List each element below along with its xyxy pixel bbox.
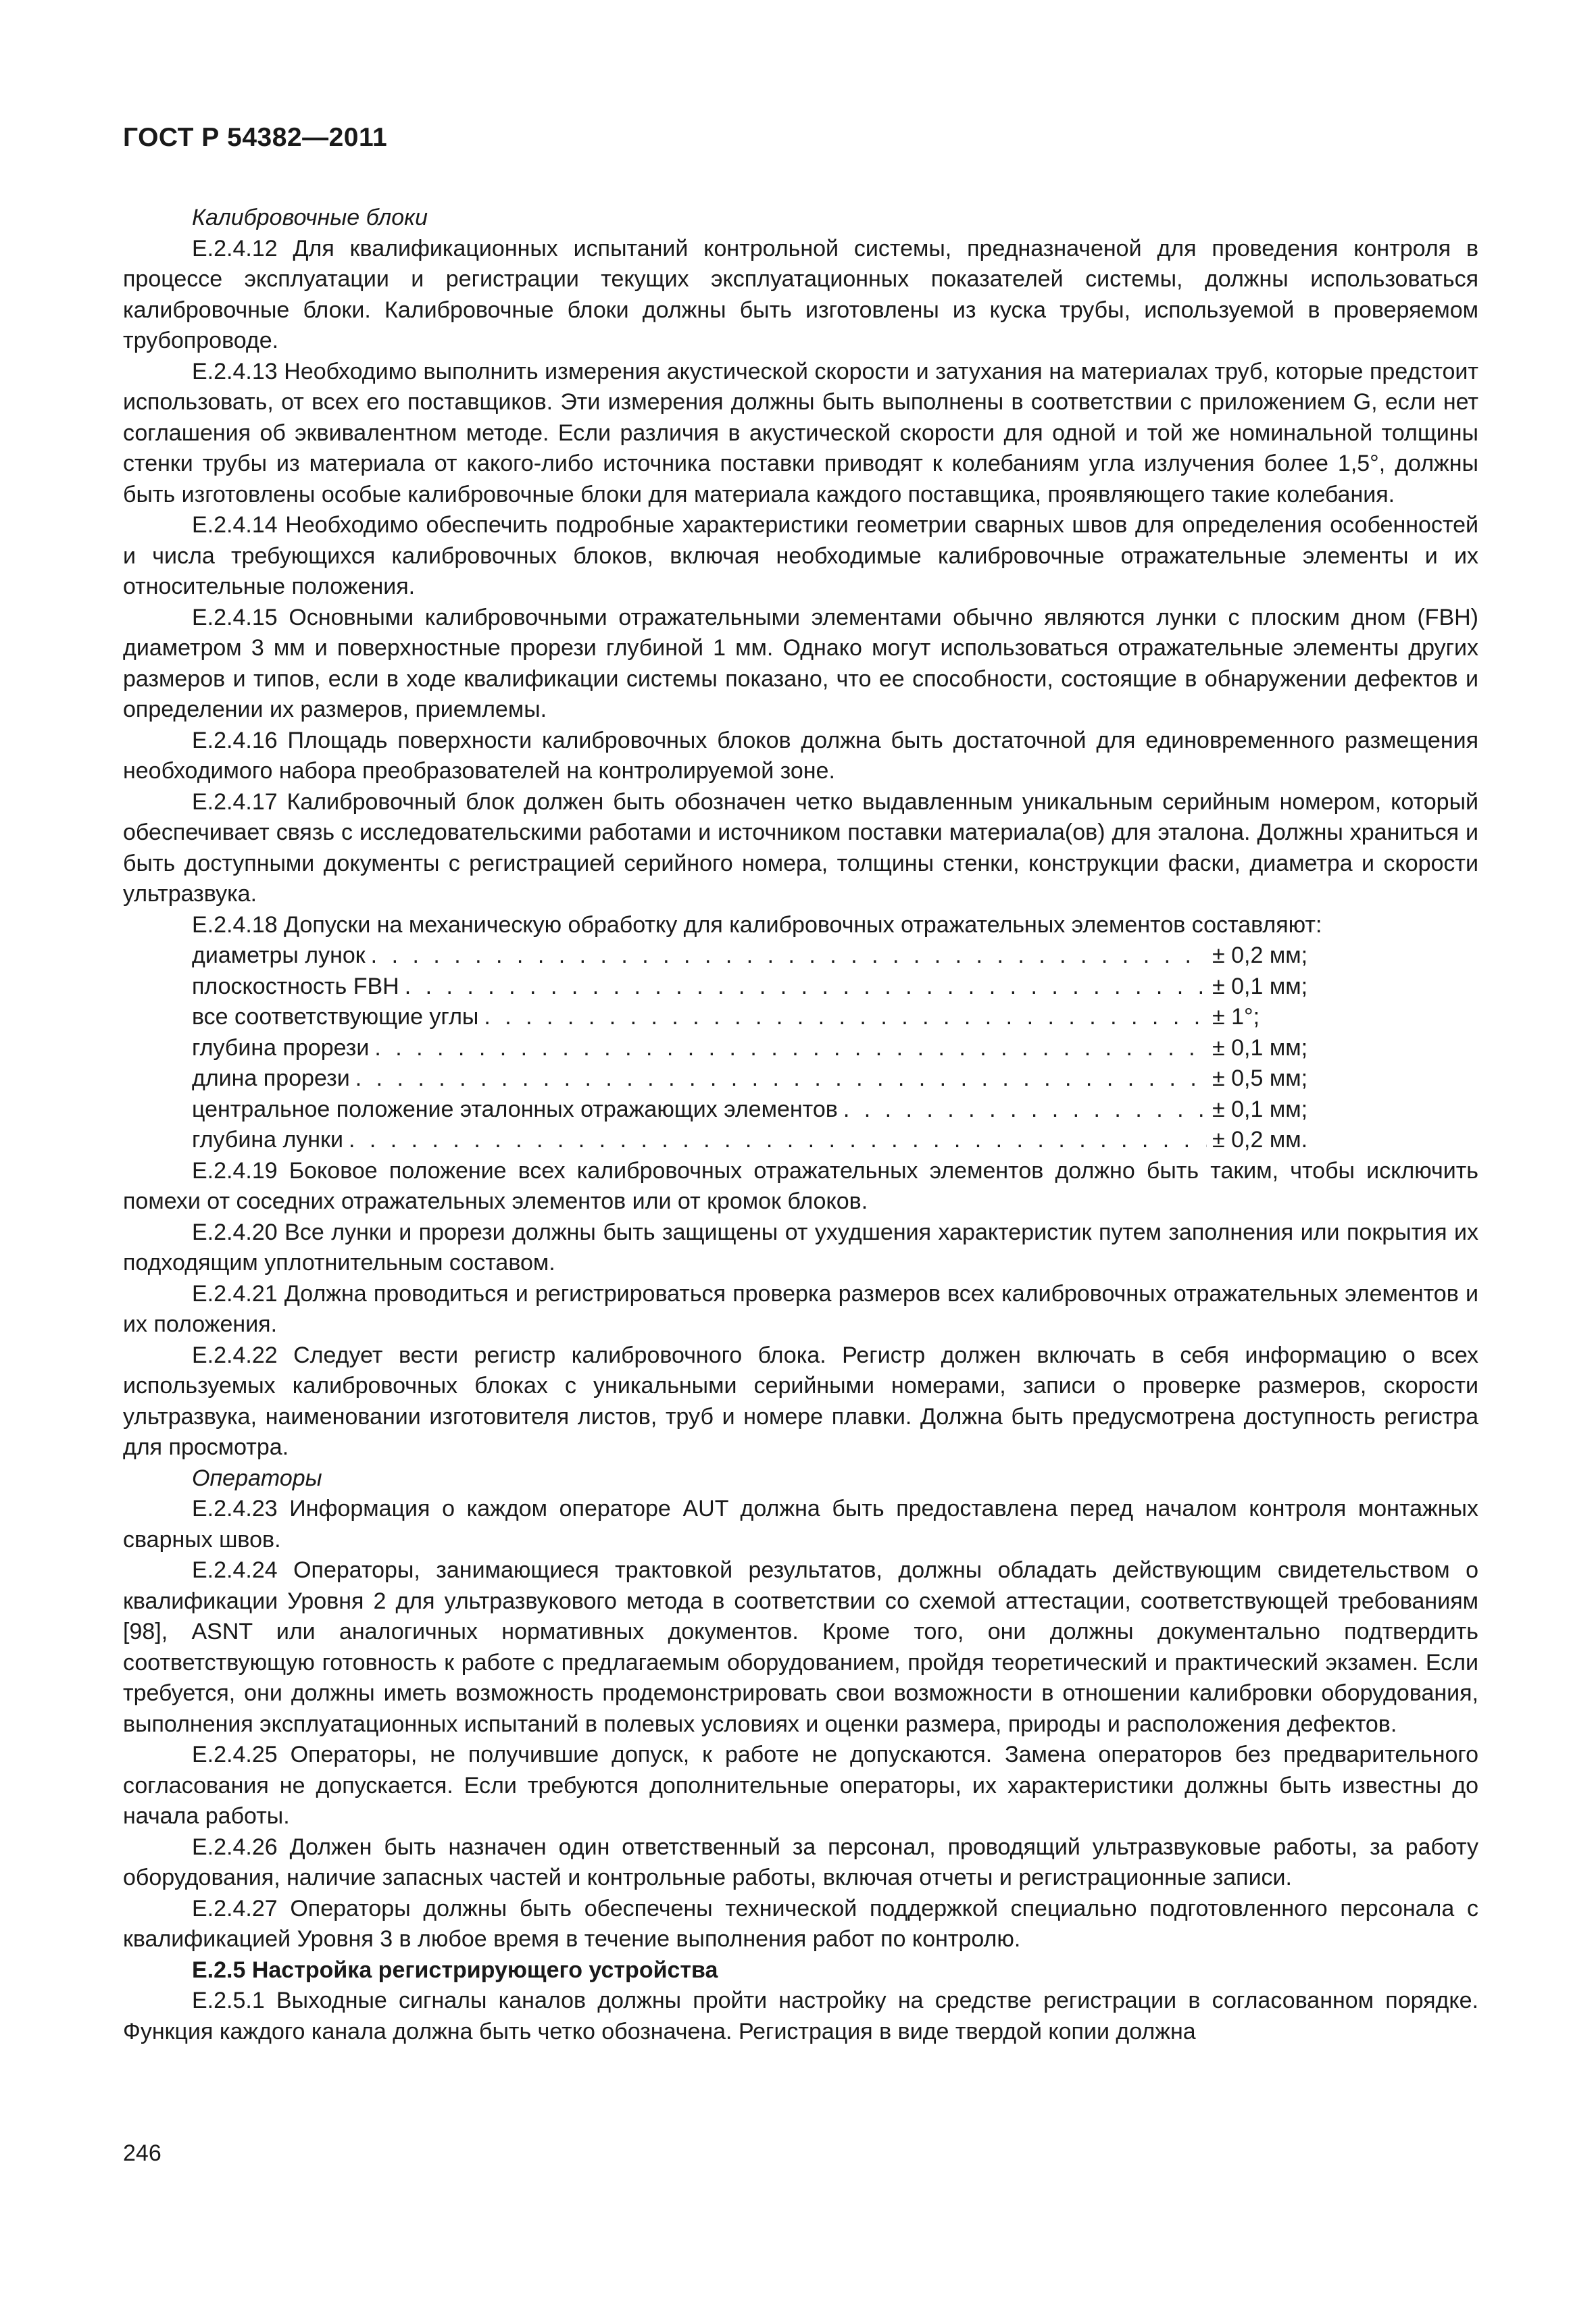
paragraph: E.2.4.26 Должен быть назначен один ответственный за персонал, проводящий ультразвуковые работы, за работу оборудования, наличие запасных частей и контрольные работы, включая отчеты и регистрационные записи. <box>123 1834 1478 1890</box>
document-body <box>123 203 1478 2047</box>
tolerance-name: центральное положение эталонных отражающих элементов <box>192 1096 838 1122</box>
tolerance-list <box>123 940 1478 1156</box>
paragraph: E.2.4.13 Необходимо выполнить измерения акустической скорости и затухания на материалах труб, которые предстоит использовать, от всех его поставщиков. Эти измерения должны быть выполнены в соответствии с приложением G, если нет соглашения об эквивалентном методе. Если различия в акустической скорости для одной и той же номинальной толщины стенки трубы из материала от какого-либо источника поставки приводят к колебаниям угла излучения более 1,5°, должны быть изготовлены особые калибровочные блоки для материала каждого поставщика, проявляющего такие колебания. <box>123 358 1478 507</box>
dot-leader <box>843 1095 1207 1126</box>
tolerance-row <box>123 1095 1341 1126</box>
tolerance-value: ± 0,2 мм; <box>1212 942 1308 968</box>
tolerance-name: глубина лунки <box>192 1127 343 1153</box>
paragraph: E.2.4.25 Операторы, не получившие допуск, к работе не допускаются. Замена операторов без предварительного согласования не допускается. Если требуются дополнительные операторы, их характеристики должны быть известны до начала работы. <box>123 1742 1478 1829</box>
tolerance-row <box>123 1063 1341 1095</box>
tolerance-row <box>123 1002 1341 1033</box>
paragraph: E.2.4.22 Следует вести регистр калибровочного блока. Регистр должен включать в себя информацию о всех используемых калибровочных блоках с уникальными серийными номерами, записи о проверке размеров, скорости ультразвука, наименовании изготовителя листов, труб и номере плавки. Должна быть предусмотрена доступность регистра для просмотра. <box>123 1342 1478 1460</box>
tolerance-value: ± 0,5 мм; <box>1212 1065 1308 1091</box>
paragraph: E.2.4.12 Для квалификационных испытаний контрольной системы, предназначеной для проведения контроля в процессе эксплуатации и регистрации текущих эксплуатационных показателей системы, должны использоваться калибровочные блоки. Калибровочные блоки должны быть изготовлены из куска трубы, используемой в проверяемом трубопроводе. <box>123 235 1478 353</box>
document-header: ГОСТ Р 54382—2011 <box>123 123 388 152</box>
subsection-heading: Операторы <box>192 1465 322 1491</box>
tolerance-value: ± 0,1 мм; <box>1212 1034 1308 1061</box>
tolerance-row <box>123 940 1341 972</box>
paragraph: E.2.4.23 Информация о каждом операторе AUT должна быть предоставлена перед началом контроля монтажных сварных швов. <box>123 1496 1478 1553</box>
paragraph: E.2.4.27 Операторы должны быть обеспечены технической поддержкой специально подготовленного персонала с квалификацией Уровня 3 в любое время в течение выполнения работ по контролю. <box>123 1895 1478 1952</box>
dot-leader <box>374 1033 1207 1064</box>
dot-leader <box>484 1002 1207 1033</box>
tolerance-name: все соответствующие углы <box>192 1004 479 1030</box>
tolerance-value: ± 0,1 мм; <box>1212 1096 1308 1122</box>
paragraph: E.2.4.16 Площадь поверхности калибровочных блоков должна быть достаточной для единовременного размещения необходимого набора преобразователей на контролируемой зоне. <box>123 727 1478 784</box>
tolerance-value: ± 1°; <box>1212 1004 1260 1030</box>
tolerance-row <box>123 972 1341 1003</box>
tolerance-name: длина прорези <box>192 1065 350 1091</box>
tolerance-value: ± 0,1 мм; <box>1212 973 1308 999</box>
section-heading: E.2.5 Настройка регистрирующего устройства <box>192 1957 718 1983</box>
tolerance-name: глубина прорези <box>192 1034 370 1061</box>
paragraph: E.2.4.24 Операторы, занимающиеся трактовкой результатов, должны обладать действующим свидетельством о квалификации Уровня 2 для ультразвукового метода в соответствии со схемой аттестации, соответствующей требованиям [98], ASNT или аналогичных нормативных документов. Кроме того, они должны документально подтвердить соответствующую готовность к работе с предлагаемым оборудованием, пройдя теоретический и практический экзамен. Если требуется, они должны иметь возможность продемонстрировать свои возможности в отношении калибровки оборудования, выполнения эксплуатационных испытаний в полевых условиях и оценки размера, природы и расположения дефектов. <box>123 1557 1478 1737</box>
page-number: 246 <box>123 2140 161 2166</box>
tolerance-name: диаметры лунок <box>192 942 366 968</box>
tolerance-value: ± 0,2 мм. <box>1212 1127 1308 1153</box>
dot-leader <box>405 972 1207 1003</box>
paragraph: E.2.4.17 Калибровочный блок должен быть обозначен четко выдавленным уникальным серийным номером, который обеспечивает связь с исследовательскими работами и источником поставки материала(ов) для эталона. Должны храниться и быть доступными документы с регистрацией серийного номера, толщины стенки, конструкции фаски, диаметра и скорости ультразвука. <box>123 788 1478 907</box>
paragraph: E.2.4.18 Допуски на механическую обработку для калибровочных отражательных элементов составляют: <box>192 911 1322 938</box>
tolerance-row <box>123 1033 1341 1064</box>
paragraph: E.2.4.21 Должна проводиться и регистрироваться проверка размеров всех калибровочных отражательных элементов и их положения. <box>123 1280 1478 1337</box>
subsection-heading: Калибровочные блоки <box>192 205 428 230</box>
paragraph: E.2.5.1 Выходные сигналы каналов должны пройти настройку на средстве регистрации в согласованном порядке. Функция каждого канала должна быть четко обозначена. Регистрация в виде твердой копии должна <box>123 1988 1478 2044</box>
dot-leader <box>349 1125 1207 1156</box>
paragraph: E.2.4.15 Основными калибровочными отражательными элементами обычно являются лунки с плоским дном (FBH) диаметром 3 мм и поверхностные прорези глубиной 1 мм. Однако могут использоваться отражательные элементы других размеров и типов, если в ходе квалификации системы показано, что ее способности, состоящие в обнаружении дефектов и определении их размеров, приемлемы. <box>123 604 1478 722</box>
dot-leader <box>371 940 1207 972</box>
tolerance-name: плоскостность FBH <box>192 973 399 999</box>
tolerance-row <box>123 1125 1341 1156</box>
dot-leader <box>355 1063 1207 1095</box>
paragraph: E.2.4.20 Все лунки и прорези должны быть защищены от ухудшения характеристик путем заполнения или покрытия их подходящим уплотнительным составом. <box>123 1219 1478 1276</box>
paragraph: E.2.4.14 Необходимо обеспечить подробные характеристики геометрии сварных швов для определения особенностей и числа требующихся калибровочных блоков, включая необходимые калибровочные отражательные элементы и их относительные положения. <box>123 512 1478 599</box>
paragraph: E.2.4.19 Боковое положение всех калибровочных отражательных элементов должно быть таким, чтобы исключить помехи от соседних отражательных элементов или от кромок блоков. <box>123 1157 1478 1214</box>
